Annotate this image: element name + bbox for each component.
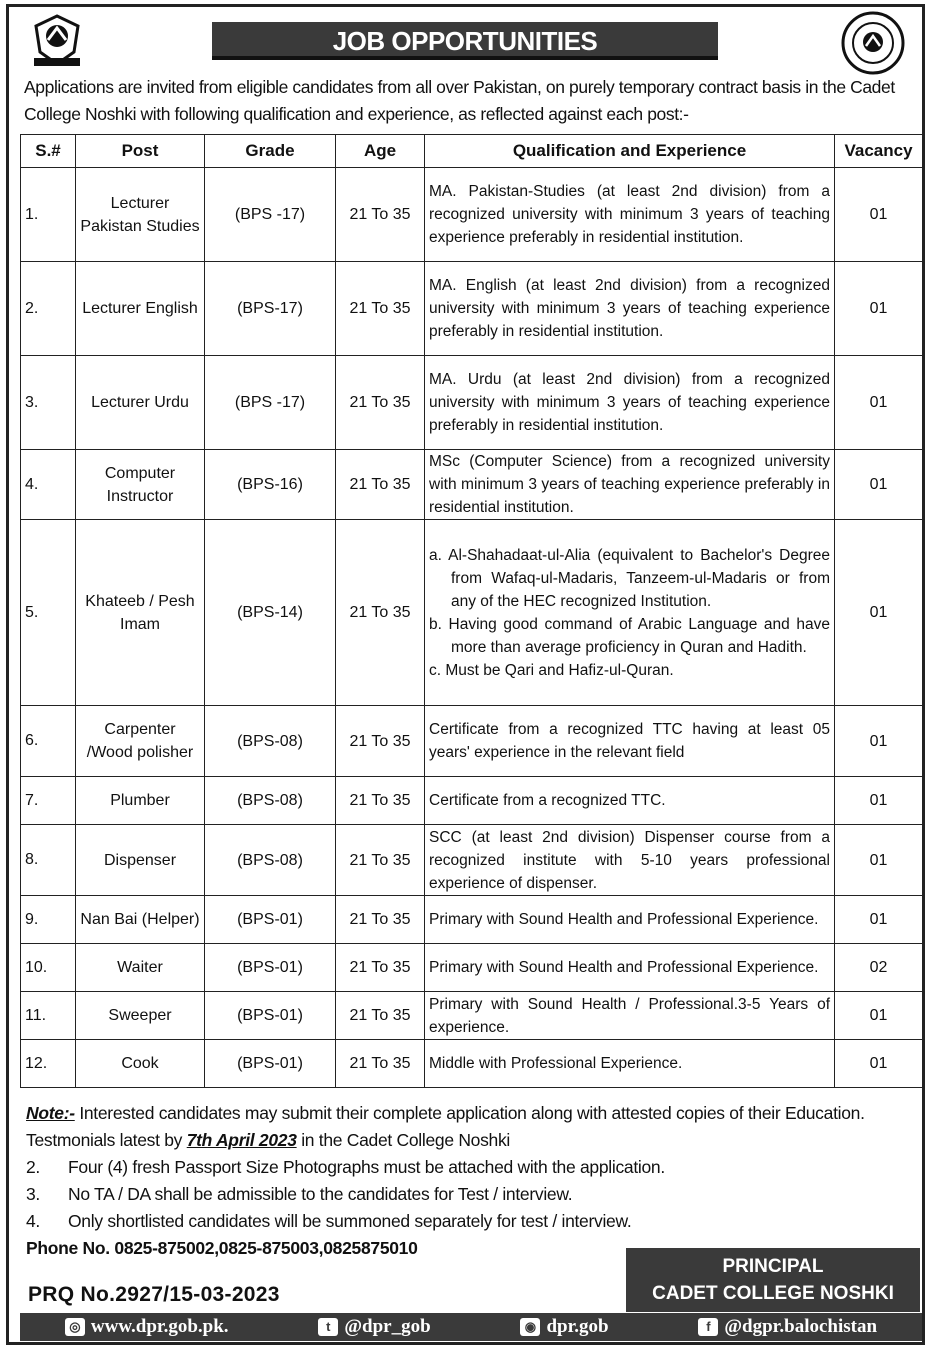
note-item <box>26 1208 919 1235</box>
qualification-item: b. Having good command of Arabic Language and have more than average proficiency in Quran and Hadith. <box>429 615 830 656</box>
cell-age: 21 To 35 <box>336 356 425 450</box>
cell-post: Sweeper <box>76 992 205 1040</box>
table-row <box>21 896 923 944</box>
qualification-item: c. Must be Qari and Hafiz-ul-Quran. <box>429 661 674 679</box>
note-item <box>26 1154 919 1181</box>
cell-age: 21 To 35 <box>336 450 425 520</box>
notes-section <box>26 1100 919 1262</box>
table-row <box>21 825 923 896</box>
cell-grade: (BPS-08) <box>205 777 336 825</box>
page-title: JOB OPPORTUNITIES <box>212 22 718 60</box>
website-link[interactable]: www.dpr.gob.pk. <box>90 1316 229 1337</box>
cell-vacancy: 01 <box>835 896 923 944</box>
cell-grade: (BPS-01) <box>205 944 336 992</box>
cell-age: 21 To 35 <box>336 706 425 777</box>
twitter-icon: t <box>318 1318 338 1336</box>
table-row <box>21 777 923 825</box>
prq-number: PRQ No.2927/15-03-2023 <box>28 1283 280 1306</box>
cell-vacancy: 01 <box>835 706 923 777</box>
cell-qualification: Middle with Professional Experience. <box>425 1040 835 1088</box>
cell-post: Lecturer Pakistan Studies <box>76 168 205 262</box>
table-row <box>21 992 923 1040</box>
facebook-icon: f <box>698 1318 718 1336</box>
cell-qualification: Certificate from a recognized TTC having at least 05 years' experience in the relevant field <box>425 706 835 777</box>
signature-title: PRINCIPAL <box>722 1256 824 1277</box>
note-item-text: No TA / DA shall be admissible to the candidates for Test / interview. <box>68 1184 573 1204</box>
cell-post: Cook <box>76 1040 205 1088</box>
cell-sn: 2. <box>21 262 76 356</box>
cell-grade: (BPS-01) <box>205 1040 336 1088</box>
cell-grade: (BPS-08) <box>205 706 336 777</box>
qualification-item: a. Al-Shahadaat-ul-Alia (equivalent to Bachelor's Degree from Wafaq-ul-Madaris, Tanzeem-ul-Madaris or from any of the HEC recognized Institution. <box>429 546 830 610</box>
column-header-grade: Grade <box>205 135 336 168</box>
government-seal-logo <box>838 8 908 78</box>
note-item <box>26 1181 919 1208</box>
cell-vacancy: 01 <box>835 450 923 520</box>
cell-age: 21 To 35 <box>336 520 425 706</box>
cell-post: Waiter <box>76 944 205 992</box>
note-first <box>26 1100 919 1154</box>
table-header-row <box>21 135 923 168</box>
cell-sn: 8. <box>21 825 76 896</box>
footer-instagram[interactable] <box>520 1316 608 1338</box>
intro-paragraph: Applications are invited from eligible candidates from all over Pakistan, on purely temporary contract basis in the Cadet College Noshki with following qualification and experience, as reflected against each post:- <box>24 77 895 124</box>
cell-qualification: SCC (at least 2nd division) Dispenser course from a recognized institute with 5-10 years professional experience of dispenser. <box>425 825 835 896</box>
cell-qualification: Primary with Sound Health and Professional Experience. <box>425 944 835 992</box>
phone-numbers: Phone No. 0825-875002,0825-875003,0825875010 <box>26 1238 418 1258</box>
footer-website[interactable] <box>65 1316 229 1338</box>
table-row <box>21 520 923 706</box>
signature-institution: CADET COLLEGE NOSHKI <box>652 1283 894 1304</box>
table-row <box>21 1040 923 1088</box>
footer-facebook[interactable] <box>698 1316 877 1338</box>
footer-twitter[interactable] <box>318 1316 430 1338</box>
note-item-number: 2. <box>26 1157 40 1177</box>
cell-age: 21 To 35 <box>336 992 425 1040</box>
cell-post: Khateeb / Pesh Imam <box>76 520 205 706</box>
cell-vacancy: 01 <box>835 520 923 706</box>
note-item-number: 4. <box>26 1211 40 1231</box>
table-row <box>21 706 923 777</box>
facebook-handle[interactable]: @dgpr.balochistan <box>724 1316 878 1337</box>
note-item-text: Only shortlisted candidates will be summoned separately for test / interview. <box>68 1211 632 1231</box>
cell-qualification: MSc (Computer Science) from a recognized university with minimum 3 years of teaching experience preferably in residential institution. <box>425 450 835 520</box>
cell-age: 21 To 35 <box>336 777 425 825</box>
cell-age: 21 To 35 <box>336 944 425 992</box>
cell-grade: (BPS-01) <box>205 896 336 944</box>
cell-vacancy: 01 <box>835 168 923 262</box>
cell-post: Lecturer English <box>76 262 205 356</box>
cell-grade: (BPS -17) <box>205 356 336 450</box>
cell-sn: 10. <box>21 944 76 992</box>
table-row <box>21 356 923 450</box>
column-header-vacancy: Vacancy <box>835 135 923 168</box>
signature-block <box>626 1248 920 1312</box>
cell-grade: (BPS-14) <box>205 520 336 706</box>
deadline-date: 7th April 2023 <box>186 1130 297 1150</box>
instagram-icon: ◉ <box>520 1318 540 1336</box>
table-row <box>21 168 923 262</box>
note-first-suffix: in the Cadet College Noshki <box>301 1130 511 1150</box>
cell-age: 21 To 35 <box>336 1040 425 1088</box>
cell-vacancy: 01 <box>835 262 923 356</box>
qualification-list <box>429 544 830 682</box>
cell-age: 21 To 35 <box>336 262 425 356</box>
note-item-text: Four (4) fresh Passport Size Photographs must be attached with the application. <box>68 1157 665 1177</box>
cell-grade: (BPS-01) <box>205 992 336 1040</box>
cell-vacancy: 01 <box>835 777 923 825</box>
cell-qualification: Certificate from a recognized TTC. <box>425 777 835 825</box>
twitter-handle[interactable]: @dpr_gob <box>344 1316 431 1337</box>
cell-sn: 5. <box>21 520 76 706</box>
table-row <box>21 450 923 520</box>
cell-qualification: MA. Pakistan-Studies (at least 2nd division) from a recognized university with minimum 3 years of teaching experience preferably in residential institution. <box>425 168 835 262</box>
table-row <box>21 944 923 992</box>
college-crest-logo <box>26 10 88 72</box>
cell-post: Nan Bai (Helper) <box>76 896 205 944</box>
cell-post: Dispenser <box>76 825 205 896</box>
cell-sn: 1. <box>21 168 76 262</box>
note-first-text: Interested candidates may submit their complete application along with attested copies of their Education. Testmonials latest by <box>26 1103 865 1150</box>
cell-sn: 12. <box>21 1040 76 1088</box>
cell-qualification: MA. English (at least 2nd division) from a recognized university with minimum 3 years of teaching experience preferably in residential institution. <box>425 262 835 356</box>
cell-post: Plumber <box>76 777 205 825</box>
note-item-number: 3. <box>26 1184 40 1204</box>
footer-bar <box>20 1313 922 1341</box>
cell-grade: (BPS -17) <box>205 168 336 262</box>
cell-age: 21 To 35 <box>336 896 425 944</box>
cell-sn: 3. <box>21 356 76 450</box>
column-header-post: Post <box>76 135 205 168</box>
cell-post: Computer Instructor <box>76 450 205 520</box>
cell-grade: (BPS-17) <box>205 262 336 356</box>
cell-grade: (BPS-16) <box>205 450 336 520</box>
jobs-table <box>20 134 923 1088</box>
cell-vacancy: 01 <box>835 992 923 1040</box>
cell-age: 21 To 35 <box>336 825 425 896</box>
cell-post: Carpenter /Wood polisher <box>76 706 205 777</box>
cell-vacancy: 01 <box>835 1040 923 1088</box>
column-header-sn: S.# <box>21 135 76 168</box>
cell-sn: 7. <box>21 777 76 825</box>
column-header-qualification: Qualification and Experience <box>425 135 835 168</box>
table-row <box>21 262 923 356</box>
cell-grade: (BPS-08) <box>205 825 336 896</box>
cell-sn: 6. <box>21 706 76 777</box>
cell-sn: 4. <box>21 450 76 520</box>
cell-qualification: MA. Urdu (at least 2nd division) from a recognized university with minimum 3 years of teaching experience preferably in residential institution. <box>425 356 835 450</box>
cell-qualification: Primary with Sound Health and Professional Experience. <box>425 896 835 944</box>
globe-icon: ◎ <box>65 1318 85 1336</box>
cell-qualification: Primary with Sound Health / Professional.3-5 Years of experience. <box>425 992 835 1040</box>
cell-vacancy: 01 <box>835 825 923 896</box>
cell-qualification <box>425 520 835 706</box>
cell-vacancy: 01 <box>835 356 923 450</box>
cell-vacancy: 02 <box>835 944 923 992</box>
cell-sn: 11. <box>21 992 76 1040</box>
instagram-handle[interactable]: dpr.gob <box>546 1316 609 1337</box>
note-label: Note:- <box>26 1103 75 1123</box>
cell-post: Lecturer Urdu <box>76 356 205 450</box>
column-header-age: Age <box>336 135 425 168</box>
cell-sn: 9. <box>21 896 76 944</box>
cell-age: 21 To 35 <box>336 168 425 262</box>
